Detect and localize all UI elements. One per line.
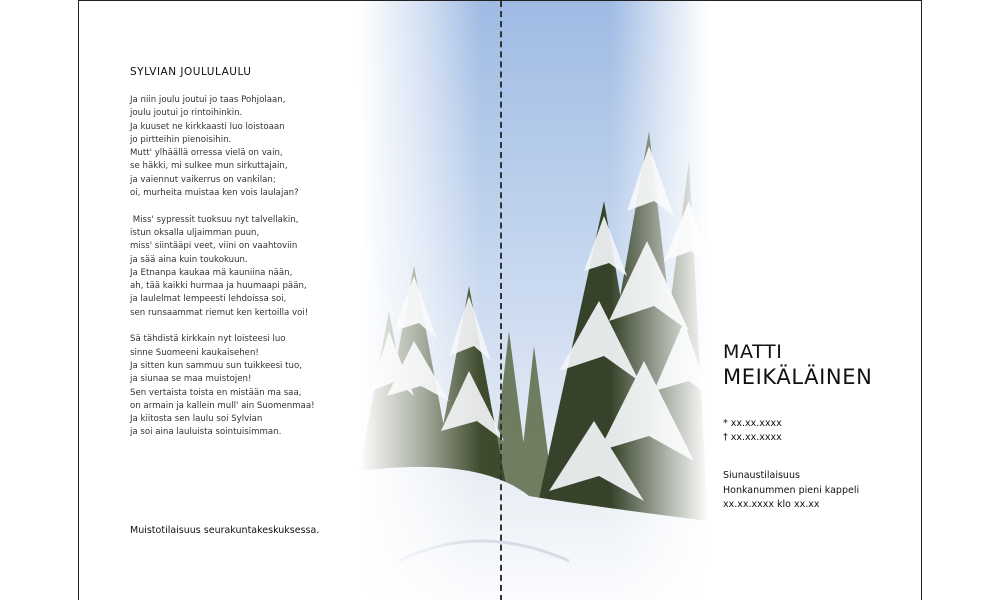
birth-date: * xx.xx.xxxx [723,418,782,429]
poem-stanza [130,333,370,439]
first-name: MATTI [723,341,783,363]
ceremony-info [723,469,859,513]
death-date: † xx.xx.xxxx [723,432,782,443]
poem-line: Sä tähdistä kirkkain nyt loisteesi luo [130,334,286,345]
fold-line [500,1,502,600]
ceremony-time: xx.xx.xxxx klo xx.xx [723,499,820,510]
poem-stanza [130,214,370,320]
poem-line: Ja kiitosta sen laulu soi Sylvian [130,414,263,425]
poem-line: jo pirtteihin pienoisihin. [130,134,232,145]
poem-line: ah, tää kaikki hurmaa ja huumaapi pään, [130,281,307,292]
poem-line: istun oksalla uljaimman puun, [130,227,260,238]
poem-line: ja siunaa se maa muistojen! [130,374,252,385]
last-name: MEIKÄLÄINEN [723,365,873,389]
poem-line: oi, murheita muistaa ken vois laulajan? [130,188,299,199]
poem-line: ja sää aina kuin toukokuun. [130,254,248,265]
poem-line: se häkki, mi sulkee mun sirkuttajain, [130,161,288,172]
ceremony-title: Siunaustilaisuus [723,470,800,481]
poem-line: ja vaiennut vaikerrus on vankilan; [130,174,276,185]
poem-line: sinne Suomeeni kaukaisehen! [130,347,259,358]
poem-line: ja soi aina lauluista sointuisimman. [130,427,282,438]
poem-line: Ja Etnanpa kaukaa mä kauniina nään, [130,267,293,278]
poem-line: Ja sitten kun sammuu sun tuikkeesi tuo, [130,360,302,371]
poem-text [130,94,370,453]
poem-line: Mutt' ylhäällä orressa vielä on vain, [130,148,283,159]
poem-line: Ja kuuset ne kirkkaasti luo loistoaan [130,121,285,132]
poem-line: miss' siintääpi veet, viini on vaahtoviin [130,241,298,252]
memorial-card-sheet [78,0,922,600]
poem-title: SYLVIAN JOULULAULU [130,66,252,78]
snowy-forest-photo [359,1,709,600]
memorial-note: Muistotilaisuus seurakuntakeskuksessa. [130,525,320,536]
poem-stanza [130,94,370,200]
poem-line: joulu joutui jo rintoihinkin. [130,108,243,119]
poem-line: on armain ja kallein mull' ain Suomenmaa! [130,400,315,411]
poem-line: ja laulelmat lempeesti lehdoissa soi, [130,294,287,305]
poem-line: Miss' sypressit tuoksuu nyt talvellakin, [130,214,299,225]
poem-line: sen runsaammat riemut ken kertoilla voi! [130,307,309,318]
poem-line: Ja niin joulu joutui jo taas Pohjolaan, [130,95,286,105]
poem-line: Sen vertaista toista en mistään ma saa, [130,387,302,398]
ceremony-location: Honkanummen pieni kappeli [723,484,860,496]
life-dates [723,417,782,445]
